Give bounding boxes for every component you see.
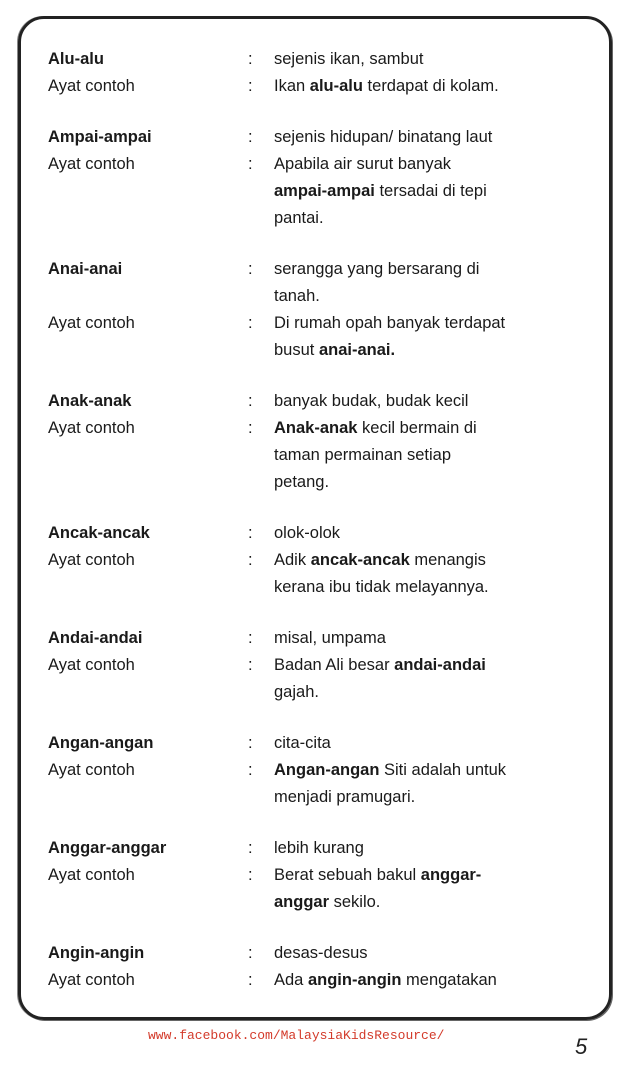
- separator-colon: :: [248, 524, 253, 542]
- example-text: Berat sebuah bakul: [274, 866, 421, 884]
- entry: [48, 388, 608, 496]
- example-keyword: alu-alu: [309, 77, 363, 95]
- meaning-text: olok-olok: [274, 524, 341, 542]
- entry-word: Anai-anai: [48, 260, 123, 278]
- example-keyword: anggar-: [420, 866, 482, 884]
- example-text: petang.: [274, 473, 330, 491]
- entry: [48, 256, 608, 364]
- entry: [48, 835, 608, 916]
- separator-colon: :: [248, 392, 253, 410]
- meaning-text: sejenis ikan, sambut: [274, 50, 424, 68]
- entry-word: Ancak-ancak: [48, 524, 150, 542]
- separator-colon: :: [248, 866, 253, 884]
- meaning-text: banyak budak, budak kecil: [274, 392, 469, 410]
- example-text: tersadai di tepi: [374, 182, 487, 200]
- example-label: Ayat contoh: [48, 551, 135, 569]
- separator-colon: :: [248, 419, 253, 437]
- example-text: Siti adalah untuk: [379, 761, 507, 779]
- example-text: Ada: [274, 971, 308, 989]
- example-label: Ayat contoh: [48, 77, 135, 95]
- example-label: Ayat contoh: [48, 155, 135, 173]
- example-keyword: Anak-anak: [274, 419, 358, 437]
- page-number: 5: [575, 1034, 588, 1059]
- example-text: menangis: [409, 551, 486, 569]
- example-text: busut: [274, 341, 319, 359]
- separator-colon: :: [248, 629, 253, 647]
- example-label: Ayat contoh: [48, 419, 135, 437]
- example-keyword: ancak-ancak: [310, 551, 410, 569]
- entry: [48, 730, 608, 811]
- example-keyword: ampai-ampai: [274, 182, 375, 200]
- meaning-text: misal, umpama: [274, 629, 386, 647]
- separator-colon: :: [248, 50, 253, 68]
- example-text: Apabila air surut banyak: [274, 155, 452, 173]
- entry-word: Angin-angin: [48, 944, 145, 962]
- entry: [48, 625, 608, 706]
- meaning-text: desas-desus: [274, 944, 368, 962]
- example-text: kecil bermain di: [357, 419, 477, 437]
- entry-word: Anak-anak: [48, 392, 132, 410]
- separator-colon: :: [248, 314, 253, 332]
- example-text: pantai.: [274, 209, 324, 227]
- footer-url: www.facebook.com/MalaysiaKidsResource/: [148, 1028, 445, 1043]
- meaning-text: lebih kurang: [274, 839, 364, 857]
- entry: [48, 124, 608, 232]
- separator-colon: :: [248, 734, 253, 752]
- example-label: Ayat contoh: [48, 314, 135, 332]
- example-keyword: andai-andai: [394, 656, 486, 674]
- example-keyword: anai-anai.: [318, 341, 396, 359]
- entry: [48, 940, 608, 994]
- example-text: menjadi pramugari.: [274, 788, 416, 806]
- separator-colon: :: [248, 77, 253, 95]
- example-keyword: anggar: [274, 893, 330, 911]
- separator-colon: :: [248, 155, 253, 173]
- separator-colon: :: [248, 971, 253, 989]
- separator-colon: :: [248, 839, 253, 857]
- example-text: sekilo.: [329, 893, 381, 911]
- example-text: Ikan: [274, 77, 310, 95]
- example-text: Di rumah opah banyak terdapat: [274, 314, 506, 332]
- example-text: mengatakan: [401, 971, 497, 989]
- entry-word: Andai-andai: [48, 629, 143, 647]
- example-keyword: angin-angin: [307, 971, 402, 989]
- separator-colon: :: [248, 551, 253, 569]
- example-label: Ayat contoh: [48, 971, 135, 989]
- example-label: Ayat contoh: [48, 761, 135, 779]
- entry-word: Angan-angan: [48, 734, 154, 752]
- example-text: taman permainan setiap: [274, 446, 452, 464]
- meaning-text: serangga yang bersarang di: [274, 260, 480, 278]
- example-text: Adik: [274, 551, 311, 569]
- example-label: Ayat contoh: [48, 866, 135, 884]
- separator-colon: :: [248, 656, 253, 674]
- dictionary-entries: [48, 46, 608, 994]
- meaning-text: tanah.: [274, 287, 320, 305]
- example-keyword: Angan-angan: [274, 761, 380, 779]
- example-label: Ayat contoh: [48, 656, 135, 674]
- example-text: kerana ibu tidak melayannya.: [274, 578, 489, 596]
- entry: [48, 520, 608, 601]
- meaning-text: sejenis hidupan/ binatang laut: [274, 128, 493, 146]
- example-text: Badan Ali besar: [274, 656, 395, 674]
- entry: [48, 46, 608, 100]
- entry-word: Alu-alu: [48, 50, 104, 68]
- separator-colon: :: [248, 944, 253, 962]
- example-text: terdapat di kolam.: [362, 77, 499, 95]
- meaning-text: cita-cita: [274, 734, 331, 752]
- entry-word: Anggar-anggar: [48, 839, 167, 857]
- entry-word: Ampai-ampai: [48, 128, 152, 146]
- example-text: gajah.: [274, 683, 319, 701]
- separator-colon: :: [248, 128, 253, 146]
- separator-colon: :: [248, 260, 253, 278]
- separator-colon: :: [248, 761, 253, 779]
